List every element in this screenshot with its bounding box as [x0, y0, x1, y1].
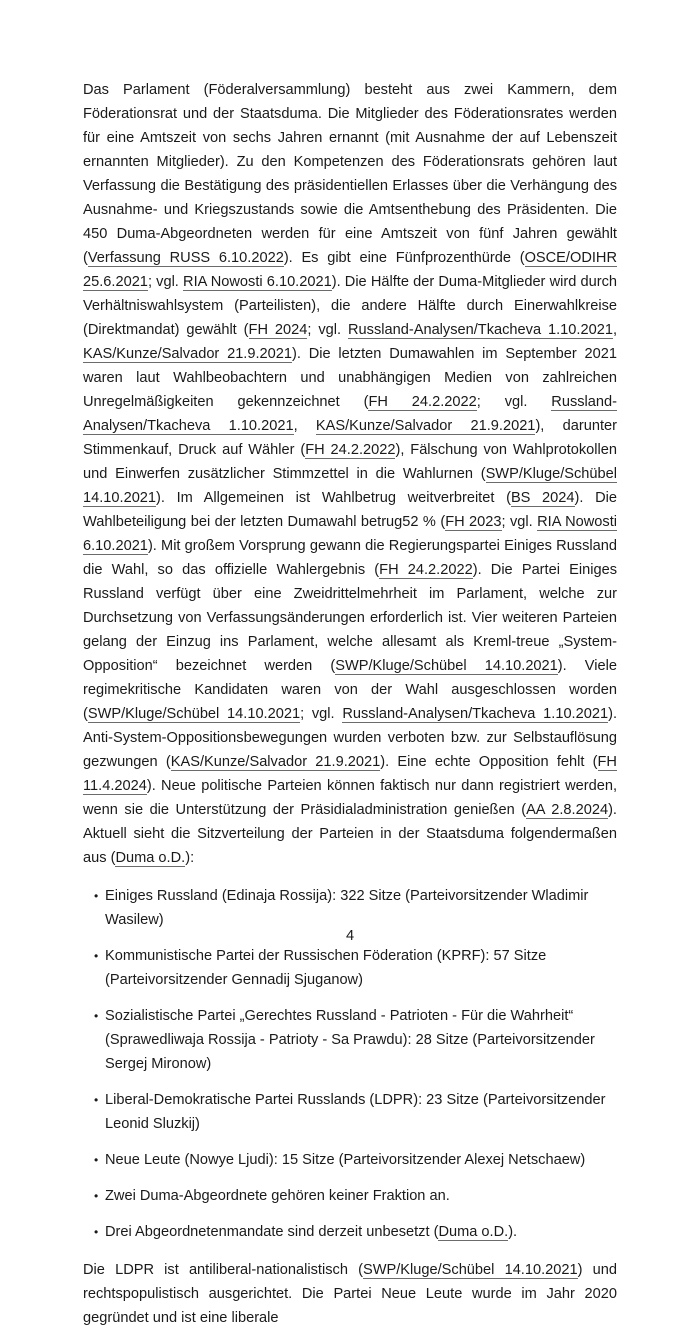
citation-link[interactable]: Russland-Analysen/Tkacheva 1.10.2021: [83, 394, 617, 434]
seat-list-item: [96, 1148, 617, 1172]
body-text: ). Die Partei Einiges Russland verfügt über eine Zweidrittelmehrheit im Parlament, welche zur Durchsetzung von Verfassungsänderungen erforderlich ist. Vier weiteren Parteien gelang der Einzug ins Parlament, welche allesamt als Kreml-treue „System-Opposition“ bezeichnet werden (: [83, 562, 617, 674]
body-text: ). Eine echte Opposition fehlt (: [380, 754, 598, 770]
body-text: ). Aktuell sieht die Sitzverteilung der Parteien in der Staatsduma folgendermaßen aus (: [83, 802, 617, 866]
body-text: ) und rechtspopulistisch ausgerichtet. Die Partei Neue Leute wurde im Jahr 2020 gegründet und ist eine liberale: [83, 1262, 618, 1326]
citation-link[interactable]: FH 11.4.2024: [83, 754, 617, 794]
body-text: ), Fälschung von Wahlprotokollen und Einwerfen zusätzlicher Stimmzettel in die Wahlurnen (: [83, 442, 617, 482]
body-text: Drei Abgeordnetenmandate sind derzeit unbesetzt (: [105, 1224, 439, 1240]
seat-list-item: [96, 944, 617, 992]
page-number: 4: [345, 928, 355, 944]
body-text: ; vgl.: [501, 514, 538, 530]
body-text: Neue Leute (Nowye Ljudi): 15 Sitze (Parteivorsitzender Alexej Netschaew): [105, 1152, 586, 1168]
citation-link[interactable]: Verfassung RUSS 6.10.2022: [87, 250, 284, 266]
citation-link[interactable]: FH 24.2.2022: [368, 394, 477, 410]
citation-link[interactable]: AA 2.8.2024: [526, 802, 609, 818]
body-text: Zwei Duma-Abgeordnete gehören keiner Fraktion an.: [105, 1188, 450, 1204]
body-text: Sozialistische Partei „Gerechtes Russland - Patrioten - Für die Wahrheit“ (Sprawedliwaja Rossija - Patrioty - Sa Prawdu): 28 Sitze (Parteivorsitzender Sergej Mironow): [105, 1008, 595, 1072]
body-text: ). Die letzten Dumawahlen im September 2021 waren laut Wahlbeobachtern und unabhängigen Medien von zahlreichen Unregelmäßigkeiten gekennzeichnet (: [83, 346, 617, 410]
citation-link[interactable]: FH 2023: [445, 514, 502, 530]
citation-link[interactable]: Duma o.D.: [115, 850, 186, 866]
document-page: [83, 78, 617, 1330]
citation-link[interactable]: SWP/Kluge/Schübel 14.10.2021: [335, 658, 558, 674]
body-text: Kommunistische Partei der Russischen Föderation (KPRF): 57 Sitze (Parteivorsitzender Gennadij Sjuganow): [105, 948, 547, 988]
citation-link[interactable]: OSCE/ODIHR 25.6.2021: [83, 250, 617, 290]
citation-link[interactable]: FH 2024: [248, 322, 308, 338]
citation-link[interactable]: KAS/Kunze/Salvador 21.9.2021: [83, 346, 293, 362]
body-paragraph-ldpr: [83, 1258, 617, 1330]
citation-link[interactable]: Duma o.D.: [438, 1224, 509, 1240]
citation-link[interactable]: Russland-Analysen/Tkacheva 1.10.2021: [342, 706, 609, 722]
citation-link[interactable]: RIA Nowosti 6.10.2021: [183, 274, 332, 290]
citation-link[interactable]: SWP/Kluge/Schübel 14.10.2021: [87, 706, 301, 722]
citation-link[interactable]: BS 2024: [510, 490, 575, 506]
body-text: ). Anti-System-Oppositionsbewegungen wurden verboten bzw. zur Selbstauflösung gezwungen (: [83, 706, 617, 770]
body-text: Einiges Russland (Edinaja Rossija): 322 Sitze (Parteivorsitzender Wladimir Wasilew): [105, 888, 589, 928]
seat-list-item: [96, 1184, 617, 1208]
body-text: ,: [293, 418, 316, 434]
citation-link[interactable]: FH 24.2.2022: [379, 562, 473, 578]
body-text: Das Parlament (Föderalversammlung) besteht aus zwei Kammern, dem Föderationsrat und der Staatsduma. Die Mitglieder des Föderationsrates werden für eine Amtszeit von sechs Jahren ernannt (mit Ausnahme der auf Lebenszeit ernannten Mitglieder). Zu den Kompetenzen des Föderationsrats gehören laut Verfassung die Bestätigung des präsidentiellen Erlasses über die Verhängung des Ausnahme- und Kriegszustands sowie die Amtsenthebung des Präsidenten. Die 450 Duma-Abgeordneten werden für eine Amtszeit von fünf Jahren gewählt (: [83, 82, 617, 266]
citation-link[interactable]: SWP/Kluge/Schübel 14.10.2021: [83, 466, 617, 506]
body-text: ; vgl.: [476, 394, 552, 410]
body-text: Liberal-Demokratische Partei Russlands (LDPR): 23 Sitze (Parteivorsitzender Leonid Sluzkij): [105, 1092, 606, 1132]
body-text: ).: [508, 1224, 518, 1240]
body-text: ). Neue politische Parteien können faktisch nur dann registriert werden, wenn sie die Unterstützung der Präsidialadministration genießen (: [83, 778, 617, 818]
body-text: ). Im Allgemeinen ist Wahlbetrug weitverbreitet (: [156, 490, 511, 506]
seat-list-item: [96, 1220, 617, 1244]
body-text: ), darunter Stimmenkauf, Druck auf Wähler (: [83, 418, 617, 458]
body-text: ). Die Hälfte der Duma-Mitglieder wird durch Verhältniswahlsystem (Parteilisten), die andere Hälfte durch Einerwahlkreise (Direktmandat) gewählt (: [83, 274, 618, 338]
body-text: ). Viele regimekritische Kandidaten waren von der Wahl ausgeschlossen worden (: [83, 658, 617, 722]
body-text: ):: [185, 850, 195, 866]
citation-link[interactable]: FH 24.2.2022: [305, 442, 396, 458]
citation-link[interactable]: KAS/Kunze/​Salvador 21.9.2021: [315, 418, 536, 434]
body-text: ). Mit großem Vorsprung gewann die Regierungspartei Einiges Russland die Wahl, so das offizielle Wahlergebnis (: [83, 538, 617, 578]
body-text: ). Es gibt eine Fünfprozenthürde (: [283, 250, 525, 266]
body-text: ; vgl.: [307, 322, 349, 338]
citation-link[interactable]: RIA Nowosti 6.10.2021: [83, 514, 617, 554]
body-text: ). Die Wahlbeteiligung bei der letzten Dumawahl betrug52 % (: [83, 490, 617, 530]
body-text: Die LDPR ist antiliberal-nationalistisch (: [83, 1262, 363, 1278]
body-text: ,: [612, 322, 617, 338]
seat-list-item: [96, 1004, 617, 1076]
body-paragraph-parliament: [83, 78, 617, 870]
seat-list-item: [96, 884, 617, 932]
citation-link[interactable]: KAS/Kunze/Salvador 21.9.2021: [170, 754, 381, 770]
body-text: ; vgl.: [300, 706, 343, 722]
seat-list-item: [96, 1088, 617, 1136]
citation-link[interactable]: Russland-Analysen/​Tkacheva 1.10.2021: [348, 322, 613, 338]
citation-link[interactable]: SWP/Kluge/Schübel 14.10.2021: [362, 1262, 578, 1278]
body-text: ; vgl.: [147, 274, 184, 290]
